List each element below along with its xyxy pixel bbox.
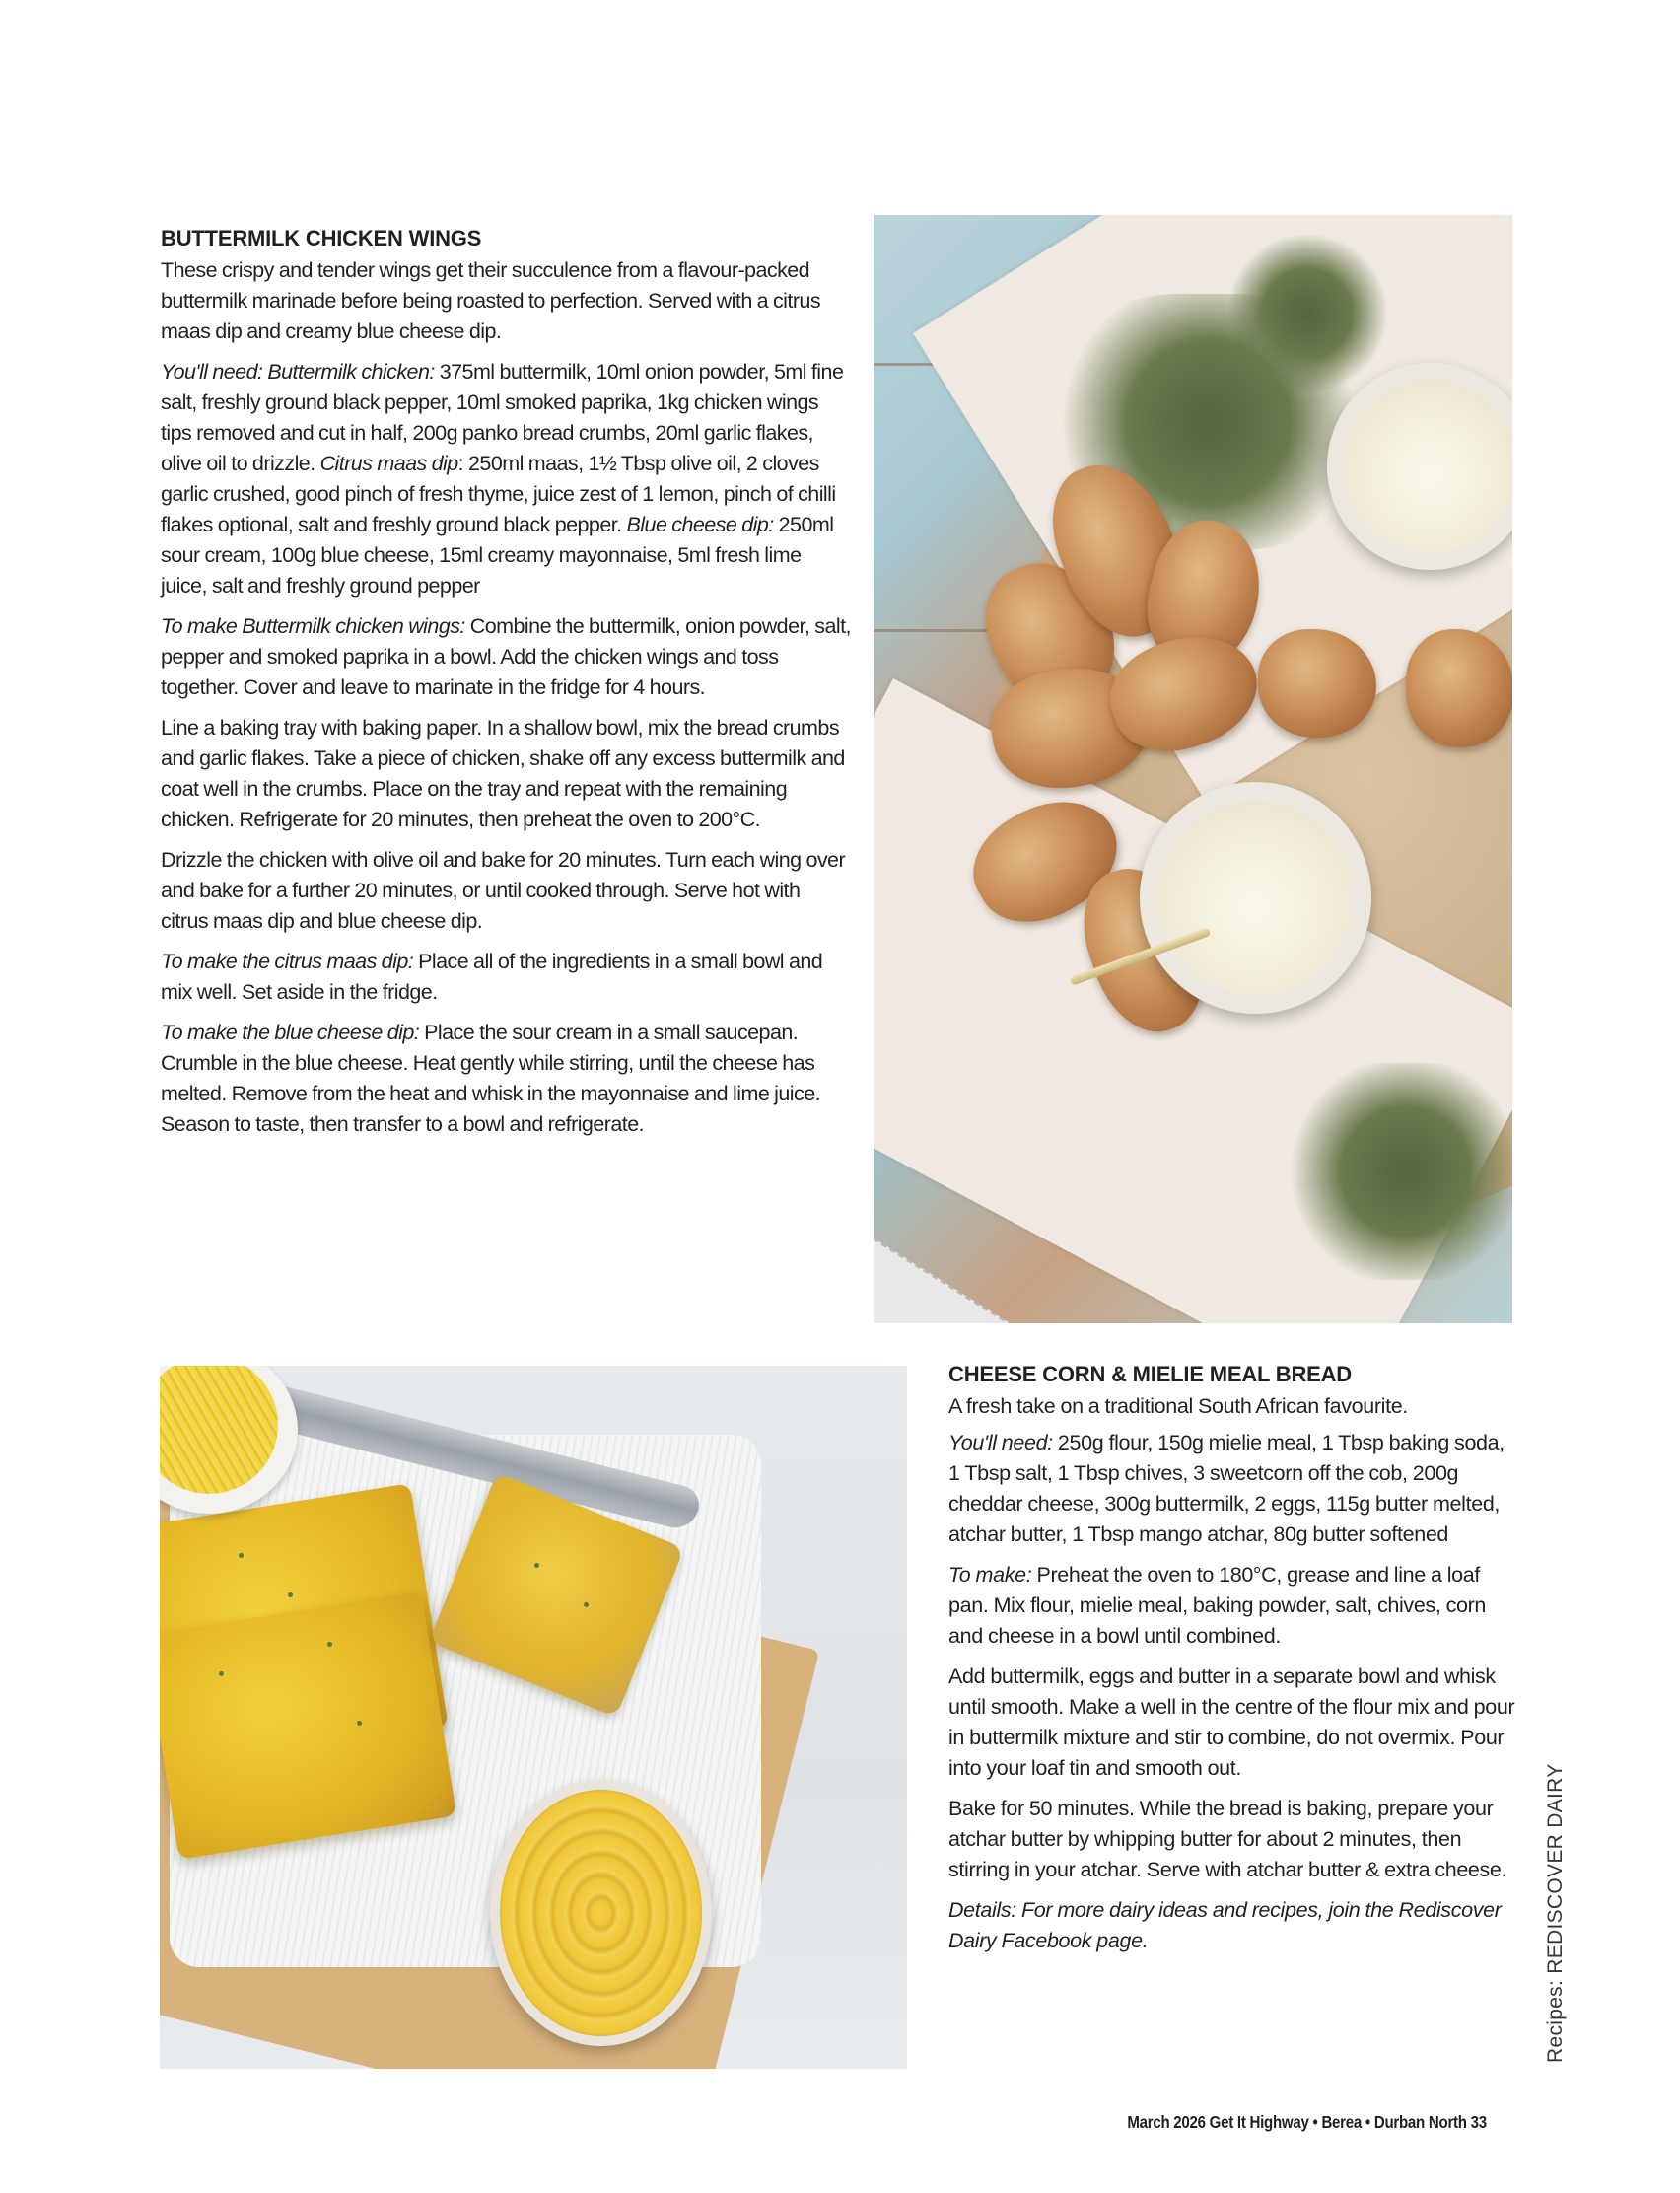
method-label: To make: (948, 1563, 1032, 1587)
recipe-credit: Recipes: REDISCOVER DAIRY (1544, 1763, 1567, 2063)
ingredients-paragraph (948, 1428, 1520, 1550)
ingredients-label: You'll need: Buttermilk chicken: (161, 360, 435, 384)
method-text: Bake for 50 minutes. While the bread is baking, prepare your atchar butter by whipping butter for about 2 minutes, then stirring in your atchar. Serve with atchar butter & extra cheese. (948, 1797, 1507, 1881)
method-step (948, 1560, 1520, 1652)
chicken-wing (1406, 629, 1512, 747)
ingredients-text: 250g flour, 150g mielie meal, 1 Tbsp baking soda, 1 Tbsp salt, 1 Tbsp chives, 3 sweetcorn off the cob, 200g cheddar cheese, 300g buttermilk, 2 eggs, 115g butter melted, atchar butter, 1 Tbsp mango atchar, 80g butter softened (948, 1431, 1505, 1546)
ingredients-blue-cheese: 250ml sour cream, 100g blue cheese, 15ml creamy mayonnaise, 5ml fresh lime juice, salt and freshly ground pepper (161, 513, 834, 598)
atchar-butter-bowl (490, 1780, 712, 2046)
thyme-sprig (1288, 1063, 1512, 1280)
method-step (948, 1794, 1520, 1885)
chive-garnish (584, 1602, 589, 1607)
thyme-sprig (1228, 235, 1386, 392)
method-text: Preheat the oven to 180°C, grease and line a loaf pan. Mix flour, mielie meal, baking powder, salt, chives, corn and cheese in a bowl until combined. (948, 1563, 1487, 1648)
grated-cheddar (160, 1366, 278, 1494)
chive-garnish (239, 1553, 244, 1558)
cornbread-loaf (160, 1592, 456, 1860)
method-text: Place all of the ingredients in a small bowl and mix well. Set aside in the fridge. (161, 950, 823, 1004)
method-text: Combine the buttermilk, onion powder, salt, pepper and smoked paprika in a bowl. Add the chicken wings and toss together. Cover and leave to marinate in the fridge for 4 hours. (161, 614, 851, 699)
method-step (161, 1018, 851, 1140)
page-footer: March 2026 Get It Highway • Berea • Durban North 33 (1127, 2112, 1487, 2132)
method-label: To make the citrus maas dip: (161, 950, 414, 973)
method-text: Place the sour cream in a small saucepan. Crumble in the blue cheese. Heat gently while stirring, until the cheese has melted. Remove from the heat and whisk in the mayonnaise and lime juice. Season to taste, then transfer to a bowl and refrigerate. (161, 1021, 821, 1136)
ingredients-paragraph (161, 357, 851, 601)
chive-garnish (327, 1642, 332, 1647)
ingredients-citrus: : 250ml maas, 1½ Tbsp olive oil, 2 cloves garlic crushed, good pinch of fresh thyme, juice zest of 1 lemon, pinch of chilli flakes optional, salt and freshly ground black pepper. (161, 452, 836, 536)
photo-chicken-wings (874, 215, 1512, 1323)
details-note: Details: For more dairy ideas and recipes, join the Rediscover Dairy Facebook page. (948, 1898, 1502, 1952)
recipe-intro: These crispy and tender wings get their succulence from a flavour-packed buttermilk marinade before being roasted to perfection. Served with a citrus maas dip and creamy blue cheese dip. (161, 258, 821, 343)
recipe-title: BUTTERMILK CHICKEN WINGS (161, 226, 482, 250)
atchar-butter (500, 1790, 702, 2036)
ingredients-chicken: 375ml buttermilk, 10ml onion powder, 5ml fine salt, freshly ground black pepper, 10ml smoked paprika, 1kg chicken wings tips removed and cut in half, 200g panko bread crumbs, 20ml garlic flakes, olive oil to drizzle. (161, 360, 844, 475)
method-step (161, 947, 851, 1008)
method-step (161, 713, 851, 835)
chive-garnish (534, 1563, 539, 1568)
method-step (948, 1662, 1520, 1784)
dip-bowl-citrus-maas (1140, 782, 1371, 1014)
blue-cheese-dip (1344, 380, 1512, 553)
method-text: Line a baking tray with baking paper. In a shallow bowl, mix the bread crumbs and garlic flakes. Take a piece of chicken, shake off any excess buttermilk and coat well in the crumbs. Place on the tray and repeat with the remaining chicken. Refrigerate for 20 minutes, then preheat the oven to 200°C. (161, 716, 845, 831)
ingredients-label: You'll need: (948, 1431, 1053, 1454)
method-step (161, 611, 851, 703)
method-text: Add buttermilk, eggs and butter in a separate bowl and whisk until smooth. Make a well in the centre of the flour mix and pour in buttermilk mixture and stir to combine, do not overmix. Pour into your loaf tin and smooth out. (948, 1664, 1515, 1780)
method-label: To make Buttermilk chicken wings: (161, 614, 465, 638)
chive-garnish (357, 1721, 362, 1726)
photo-cheese-corn-bread (160, 1366, 907, 2069)
method-label: To make the blue cheese dip: (161, 1021, 420, 1044)
blue-cheese-dip-label: Blue cheese dip: (626, 513, 774, 536)
citrus-maas-dip (1158, 801, 1353, 995)
recipe-intro: A fresh take on a traditional South African favourite. (948, 1394, 1408, 1418)
citrus-dip-label: Citrus maas dip (319, 452, 458, 475)
method-step (161, 845, 851, 937)
recipe-cheese-corn-bread (948, 1361, 1520, 1966)
method-text: Drizzle the chicken with olive oil and bake for 20 minutes. Turn each wing over and bake for a further 20 minutes, or until cooked through. Serve hot with citrus maas dip and blue cheese dip. (161, 848, 846, 933)
chive-garnish (219, 1671, 224, 1676)
chive-garnish (288, 1592, 293, 1597)
recipe-title: CHEESE CORN & MIELIE MEAL BREAD (948, 1362, 1352, 1386)
chicken-wing (1258, 629, 1376, 738)
recipe-buttermilk-chicken-wings (161, 225, 851, 1150)
